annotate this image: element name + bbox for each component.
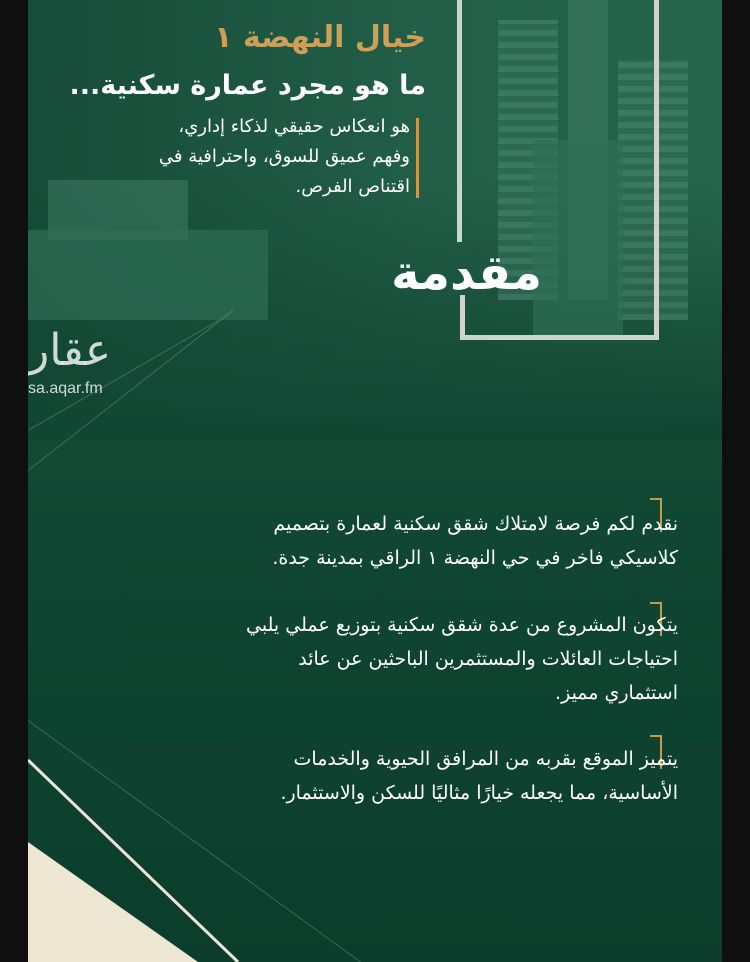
paragraph-line: نقدم لكم فرصة لامتلاك شقق سكنية لعمارة بتصميم (273, 513, 678, 535)
cream-triangle (28, 842, 198, 962)
watermark-logo: عقار (28, 325, 112, 376)
intro-line: اقتناص الفرص. (295, 176, 410, 197)
brochure-panel (28, 0, 722, 962)
intro-line: هو انعكاس حقيقي لذكاء إداري، (178, 116, 410, 137)
cream-corner-shape (28, 0, 722, 962)
paragraph-line: استثماري مميز. (555, 682, 678, 704)
paragraph-line: يتكون المشروع من عدة شقق سكنية بتوزيع عملي يلبي (246, 614, 678, 636)
paragraph-line: الأساسية، مما يجعله خيارًا مثاليًا للسكن والاستثمار. (280, 782, 678, 804)
project-title: خيال النهضة ١ (214, 20, 426, 55)
paragraph-line: يتميز الموقع بقربه من المرافق الحيوية والخدمات (293, 748, 678, 770)
paragraph-line: كلاسيكي فاخر في حي النهضة ١ الراقي بمدينة جدة. (272, 547, 678, 569)
watermark-url: sa.aqar.fm (28, 380, 103, 397)
section-heading: مقدمة (391, 245, 542, 301)
intro-line: وفهم عميق للسوق، واحترافية في (158, 146, 410, 167)
project-subtitle: ما هو مجرد عمارة سكنية... (69, 70, 426, 101)
paragraph-line: احتياجات العائلات والمستثمرين الباحثين عن عائد (298, 648, 678, 670)
